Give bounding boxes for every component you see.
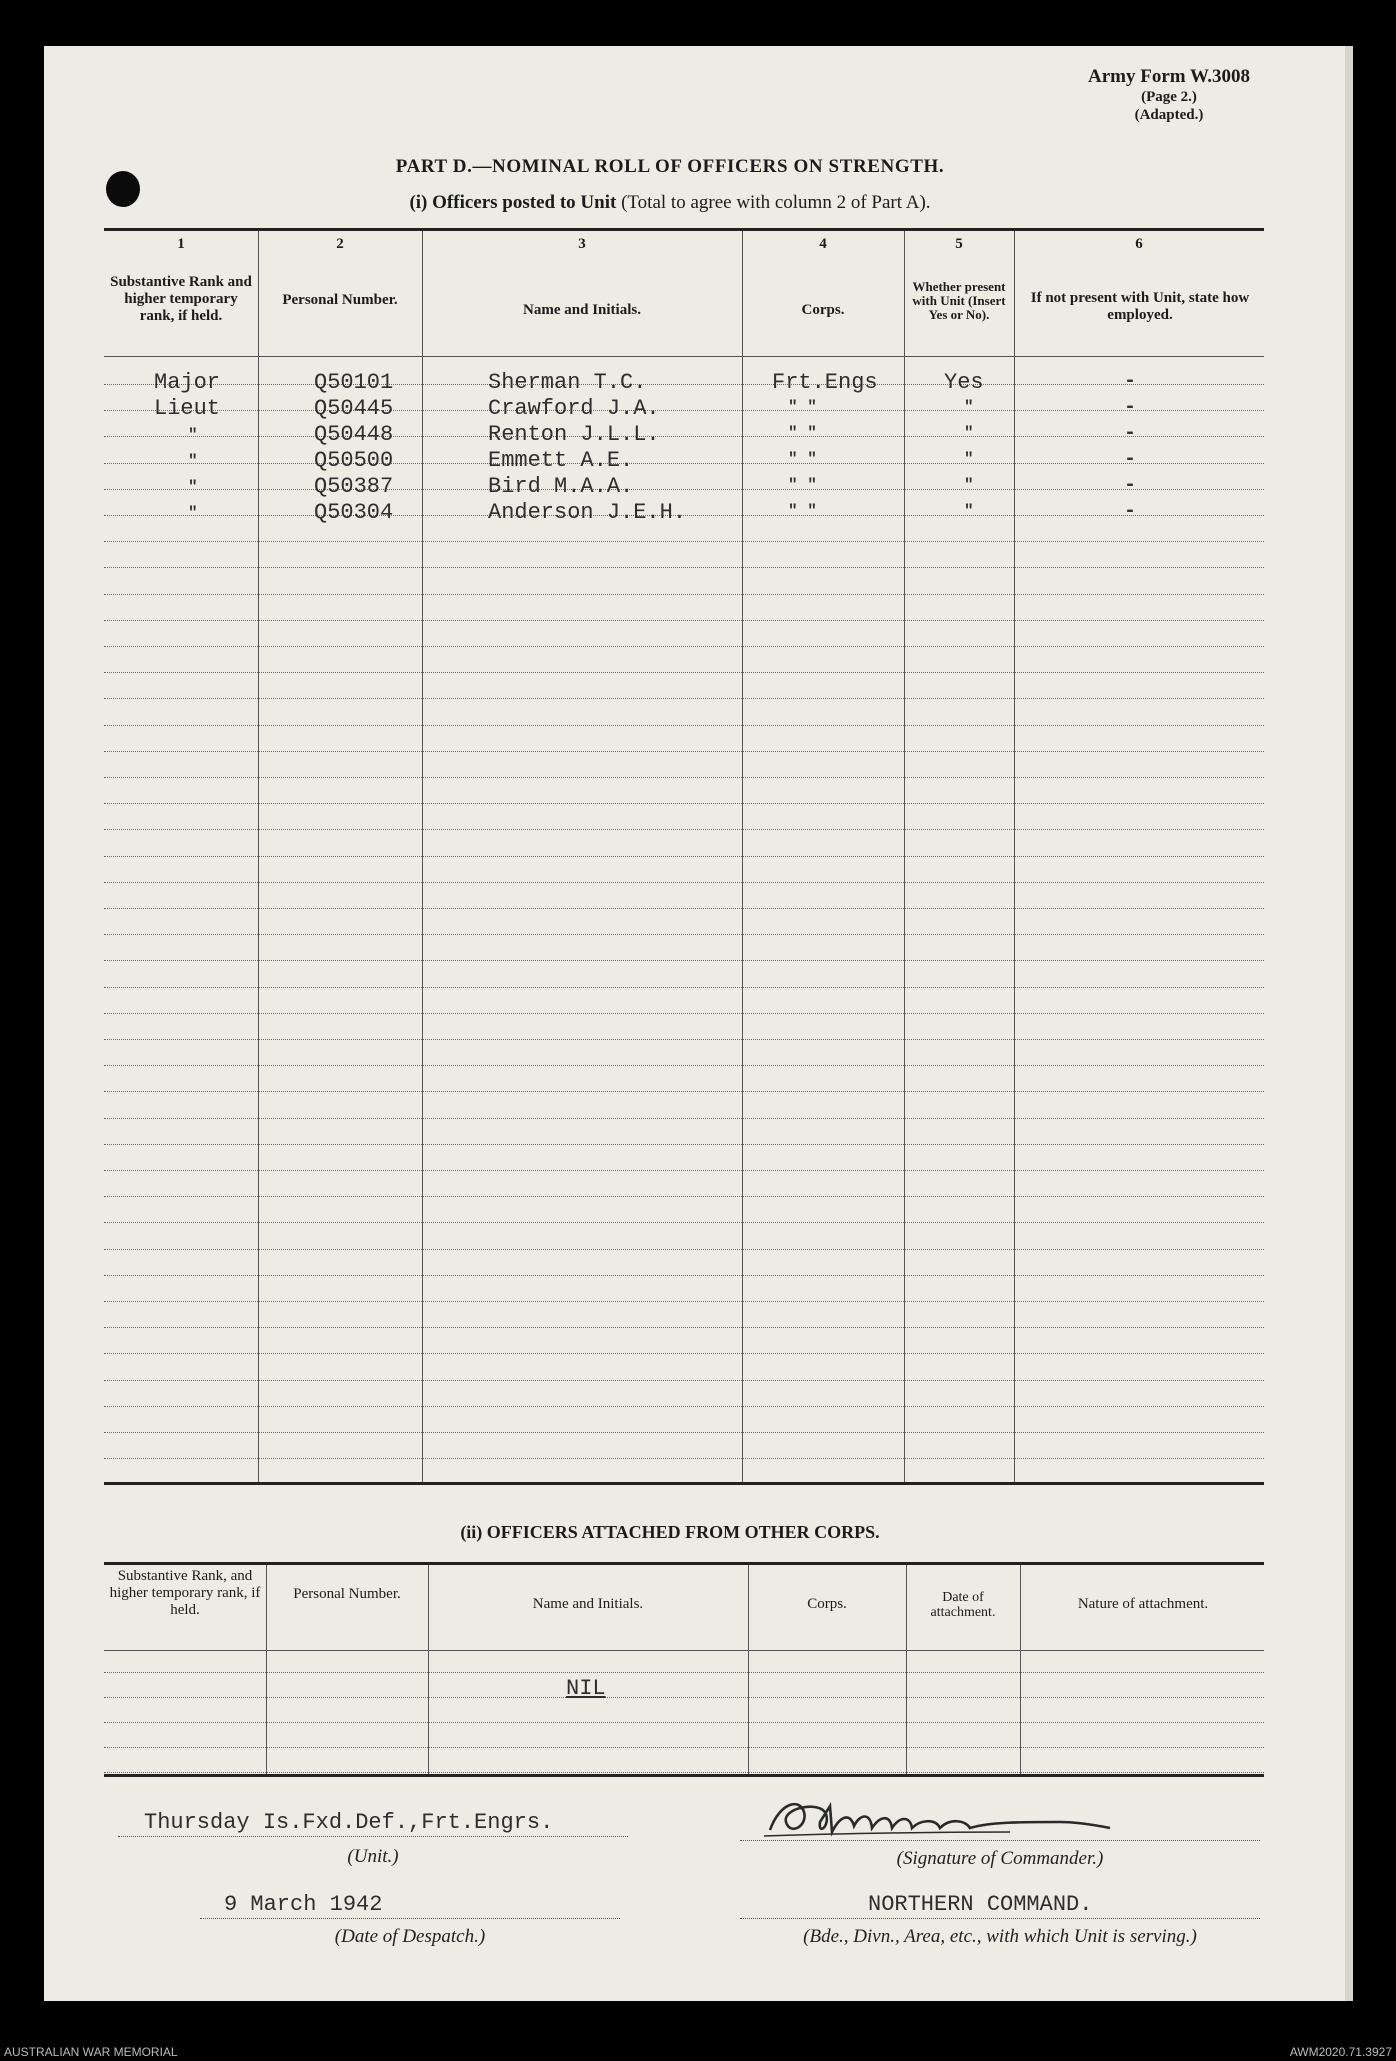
ruled-line <box>104 856 1264 857</box>
document-page <box>44 46 1350 2001</box>
row-name: Anderson J.E.H. <box>488 500 687 525</box>
row-present: " <box>964 502 974 520</box>
table2-divider <box>748 1565 749 1774</box>
ruled-line <box>104 1065 1264 1066</box>
ruled-line <box>104 384 1264 385</box>
form-number: Army Form W.3008 <box>1087 66 1250 87</box>
command-line <box>740 1918 1260 1919</box>
ruled-line <box>104 1222 1264 1223</box>
date-line <box>200 1918 620 1919</box>
ruled-line <box>104 1722 1264 1723</box>
col-header-present: Whether present with Unit (Insert Yes or No). <box>912 279 1006 322</box>
section1-label: (i) Officers posted to Unit <box>409 192 617 213</box>
ruled-line <box>104 646 1264 647</box>
ruled-line <box>104 725 1264 726</box>
row-rank: " <box>188 504 198 522</box>
ruled-line <box>104 1432 1264 1433</box>
part-title: PART D.—NOMINAL ROLL OF OFFICERS ON STRENGTH. <box>395 156 945 177</box>
command-value: NORTHERN COMMAND. <box>868 1892 1093 1917</box>
row-name: Emmett A.E. <box>488 448 634 473</box>
page-edge-strip <box>1345 46 1353 2001</box>
signature-caption: (Signature of Commander.) <box>896 1848 1104 1869</box>
row-corps: " " <box>788 398 817 416</box>
row-employed: - <box>1124 396 1137 419</box>
table2-top-rule <box>104 1562 1264 1565</box>
ruled-line <box>104 960 1264 961</box>
col-header-name: Name and Initials. <box>523 302 641 318</box>
ruled-line <box>104 463 1264 464</box>
col-number-3: 3 <box>578 236 586 252</box>
row-rank: Major <box>154 370 221 395</box>
row-number: Q50445 <box>314 396 394 421</box>
ruled-line <box>104 908 1264 909</box>
ruled-line <box>104 541 1264 542</box>
unit-caption: (Unit.) <box>347 1846 399 1867</box>
row-employed: - <box>1124 422 1137 445</box>
ruled-line <box>104 1196 1264 1197</box>
table1-header-rule <box>104 356 1264 357</box>
row-number: Q50448 <box>314 422 394 447</box>
ruled-line <box>104 1380 1264 1381</box>
ruled-line <box>104 1144 1264 1145</box>
row-rank: " <box>188 478 198 496</box>
row-corps: " " <box>788 450 817 468</box>
col-header-rank: Substantive Rank and higher temporary rank, if held. <box>110 274 252 324</box>
t2-header-rank: Substantive Rank, and higher temporary rank, if held. <box>109 1568 261 1618</box>
ruled-line <box>104 698 1264 699</box>
archive-label: AUSTRALIAN WAR MEMORIAL <box>4 2045 178 2059</box>
ruled-line <box>104 1772 1264 1773</box>
t2-header-date: Date of attachment. <box>930 1590 996 1620</box>
unit-line <box>118 1836 628 1837</box>
row-employed: - <box>1124 370 1137 393</box>
t2-header-number: Personal Number. <box>293 1586 401 1602</box>
table2-bottom-rule <box>104 1774 1264 1777</box>
ruled-line <box>104 934 1264 935</box>
row-employed: - <box>1124 448 1137 471</box>
row-present: " <box>964 450 974 468</box>
row-number: Q50101 <box>314 370 394 395</box>
ruled-line <box>104 1697 1264 1698</box>
ruled-line <box>104 410 1264 411</box>
row-employed: - <box>1124 474 1137 497</box>
ruled-line <box>104 620 1264 621</box>
section1-note: (Total to agree with column 2 of Part A). <box>621 192 931 213</box>
date-value: 9 March 1942 <box>224 1892 383 1917</box>
table2-divider <box>428 1565 429 1774</box>
row-present: " <box>964 398 974 416</box>
row-corps: Frt.Engs <box>772 370 878 395</box>
t2-header-corps: Corps. <box>807 1596 847 1612</box>
ruled-line <box>104 1039 1264 1040</box>
ruled-line <box>104 1170 1264 1171</box>
command-caption: (Bde., Divn., Area, etc., with which Unit is serving.) <box>803 1926 1197 1947</box>
ruled-line <box>104 1301 1264 1302</box>
row-name: Crawford J.A. <box>488 396 660 421</box>
row-employed: - <box>1124 500 1137 523</box>
ruled-line <box>104 1458 1264 1459</box>
col-header-employed: If not present with Unit, state how employed. <box>1030 290 1250 323</box>
table1-top-rule <box>104 228 1264 231</box>
archive-reference: AWM2020.71.3927 <box>1289 2045 1392 2059</box>
row-rank: " <box>188 452 198 470</box>
row-present: " <box>964 476 974 494</box>
ruled-line <box>104 1118 1264 1119</box>
ruled-line <box>104 567 1264 568</box>
ruled-line <box>104 594 1264 595</box>
row-rank: Lieut <box>154 396 221 421</box>
row-corps: " " <box>788 502 817 520</box>
ruled-line <box>104 751 1264 752</box>
ruled-line <box>104 1747 1264 1748</box>
col-number-5: 5 <box>955 236 963 252</box>
row-number: Q50387 <box>314 474 394 499</box>
ruled-line <box>104 987 1264 988</box>
ruled-line <box>104 1013 1264 1014</box>
col-number-1: 1 <box>177 236 185 252</box>
ruled-line <box>104 882 1264 883</box>
row-number: Q50304 <box>314 500 394 525</box>
section2-title: (ii) OFFICERS ATTACHED FROM OTHER CORPS. <box>460 1522 880 1542</box>
unit-value: Thursday Is.Fxd.Def.,Frt.Engrs. <box>144 1810 554 1835</box>
col-number-2: 2 <box>336 236 344 252</box>
date-caption: (Date of Despatch.) <box>334 1926 486 1947</box>
col-header-corps: Corps. <box>801 302 845 318</box>
ruled-line <box>104 1327 1264 1328</box>
table2-divider <box>1020 1565 1021 1774</box>
form-adapted: (Adapted.) <box>1134 107 1204 123</box>
row-corps: " " <box>788 476 817 494</box>
row-name: Bird M.A.A. <box>488 474 634 499</box>
table1-bottom-rule <box>104 1482 1264 1485</box>
row-present: " <box>964 424 974 442</box>
ruled-line <box>104 803 1264 804</box>
col-number-6: 6 <box>1135 236 1143 252</box>
ruled-line <box>104 489 1264 490</box>
section1-title <box>0 192 1340 214</box>
ruled-line <box>104 1091 1264 1092</box>
ruled-line <box>104 1249 1264 1250</box>
ruled-line <box>104 1672 1264 1673</box>
row-rank: " <box>188 426 198 444</box>
table2-divider <box>266 1565 267 1774</box>
nil-entry: NIL <box>566 1676 606 1701</box>
form-page: (Page 2.) <box>1141 89 1197 105</box>
col-header-number: Personal Number. <box>282 292 398 308</box>
ruled-line <box>104 1353 1264 1354</box>
table2-divider <box>906 1565 907 1774</box>
t2-header-nature: Nature of attachment. <box>1077 1596 1209 1612</box>
t2-header-name: Name and Initials. <box>532 1596 644 1612</box>
ruled-line <box>104 1406 1264 1407</box>
signature-line <box>740 1840 1260 1841</box>
table2-header-rule <box>104 1650 1264 1651</box>
ruled-line <box>104 672 1264 673</box>
ruled-line <box>104 436 1264 437</box>
row-number: Q50500 <box>314 448 394 473</box>
form-identifier <box>1088 66 1250 124</box>
row-corps: " " <box>788 424 817 442</box>
row-name: Sherman T.C. <box>488 370 647 395</box>
ruled-line <box>104 1275 1264 1276</box>
ruled-line <box>104 829 1264 830</box>
col-number-4: 4 <box>819 236 827 252</box>
ruled-line <box>104 777 1264 778</box>
row-present: Yes <box>944 370 984 395</box>
row-name: Renton J.L.L. <box>488 422 660 447</box>
